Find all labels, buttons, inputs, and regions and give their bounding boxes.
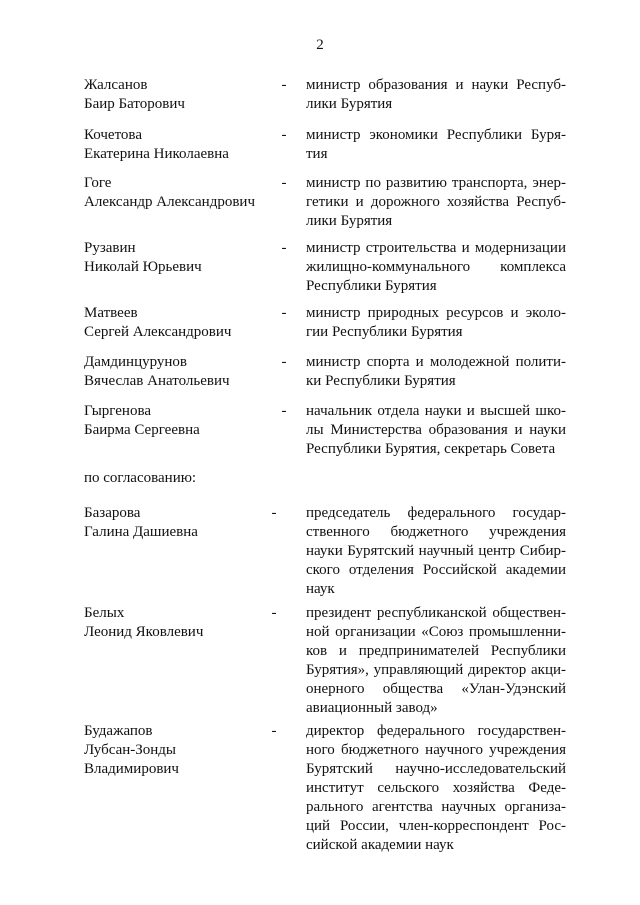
member-position-line: министр природных ресурсов и эколо-: [306, 305, 566, 321]
dash-separator: -: [271, 723, 277, 739]
dash-separator: -: [281, 403, 287, 419]
member-position-line: ственного бюджетного учреждения: [306, 524, 566, 540]
member-position-line: рального агентства научных организа-: [306, 799, 566, 815]
member-position-line: председатель федерального государ-: [306, 505, 566, 521]
dash-separator: -: [281, 77, 287, 93]
member-position-line: сийской академии наук: [306, 837, 454, 853]
member-position: [306, 604, 566, 718]
member-position-line: Бурятия», управляющий директор акци-: [306, 662, 566, 678]
member-position: [306, 353, 566, 391]
member-name: [84, 402, 274, 440]
member-position: [306, 722, 566, 855]
member-position-line: ного бюджетного научного учреждения: [306, 742, 566, 758]
dash-separator: -: [281, 127, 287, 143]
member-position: [306, 239, 566, 296]
dash-separator: -: [271, 605, 277, 621]
member-position-line: начальник отдела науки и высшей шко-: [306, 403, 566, 419]
member-name-line: Рузавин: [84, 240, 136, 256]
member-position-line: президент республиканской обществен-: [306, 605, 566, 621]
member-name-line: Дамдинцурунов: [84, 354, 188, 370]
member-name: [84, 174, 274, 212]
member-name: [84, 604, 274, 642]
member-name-line: Александр Александрович: [84, 194, 255, 210]
member-name: [84, 76, 274, 114]
member-name: [84, 353, 274, 391]
dash-separator: -: [281, 354, 287, 370]
member-name-line: Будажапов: [84, 723, 153, 739]
member-name-line: Сергей Александрович: [84, 324, 232, 340]
member-position-line: министр экономики Республики Буря-: [306, 127, 566, 143]
member-position-line: министр строительства и модернизации: [306, 240, 566, 256]
member-position: [306, 174, 566, 231]
member-position-line: наук: [306, 581, 335, 597]
member-position-line: министр спорта и молодежной полити-: [306, 354, 566, 370]
member-name-line: Владимирович: [84, 761, 179, 777]
member-name-line: Жалсанов: [84, 77, 148, 93]
member-position-line: ского отделения Российской академии: [306, 562, 566, 578]
member-name-line: Баирма Сергеевна: [84, 422, 200, 438]
member-position-line: ций России, член-корреспондент Рос-: [306, 818, 566, 834]
member-position-line: тия: [306, 146, 328, 162]
member-position-line: ной организации «Союз промышленни-: [306, 624, 566, 640]
member-name-line: Вячеслав Анатольевич: [84, 373, 230, 389]
member-name-line: Леонид Яковлевич: [84, 624, 204, 640]
member-position: [306, 304, 566, 342]
member-position-line: гетики и дорожного хозяйства Респуб-: [306, 194, 566, 210]
member-name-line: Баир Баторович: [84, 96, 185, 112]
member-position-line: лы Министерства образования и науки: [306, 422, 566, 438]
member-name-line: Гоге: [84, 175, 112, 191]
member-position: [306, 126, 566, 164]
dash-separator: -: [281, 240, 287, 256]
member-name-line: Гыргенова: [84, 403, 151, 419]
member-name-line: Николай Юрьевич: [84, 259, 202, 275]
member-position-line: лики Бурятия: [306, 96, 393, 112]
member-name: [84, 504, 274, 542]
member-name: [84, 126, 274, 164]
dash-separator: -: [271, 505, 277, 521]
page-number: 2: [316, 37, 324, 53]
member-position-line: министр по развитию транспорта, энер-: [306, 175, 566, 191]
member-position: [306, 504, 566, 599]
member-name-line: Галина Дашиевна: [84, 524, 198, 540]
member-position-line: Республики Бурятия, секретарь Совета: [306, 441, 556, 457]
member-position-line: ки Республики Бурятия: [306, 373, 456, 389]
member-position-line: онерного общества «Улан-Удэнский: [306, 681, 566, 697]
member-position-line: директор федерального государствен-: [306, 723, 566, 739]
member-position-line: авиационный завод»: [306, 700, 438, 716]
member-name-line: Белых: [84, 605, 125, 621]
member-position-line: лики Бурятия: [306, 213, 393, 229]
member-position-line: институт сельского хозяйства Феде-: [306, 780, 566, 796]
member-position-line: науки Бурятский научный центр Сибир-: [306, 543, 566, 559]
member-position-line: Бурятский научно-исследовательский: [306, 761, 566, 777]
member-name: [84, 304, 274, 342]
member-name: [84, 239, 274, 277]
dash-separator: -: [281, 175, 287, 191]
member-name-line: Базарова: [84, 505, 141, 521]
member-name-line: Лубсан-Зонды: [84, 742, 177, 758]
member-name-line: Екатерина Николаевна: [84, 146, 229, 162]
member-position: [306, 76, 566, 114]
member-name-line: Кочетова: [84, 127, 142, 143]
member-position-line: гии Республики Бурятия: [306, 324, 463, 340]
member-position-line: министр образования и науки Респуб-: [306, 77, 566, 93]
member-name: [84, 722, 274, 779]
dash-separator: -: [281, 305, 287, 321]
member-position-line: Республики Бурятия: [306, 278, 437, 294]
member-position: [306, 402, 566, 459]
member-position-line: ков и предпринимателей Республики: [306, 643, 566, 659]
member-name-line: Матвеев: [84, 305, 138, 321]
section-label: по согласованию:: [84, 470, 197, 486]
member-position-line: жилищно-коммунального комплекса: [306, 259, 566, 275]
